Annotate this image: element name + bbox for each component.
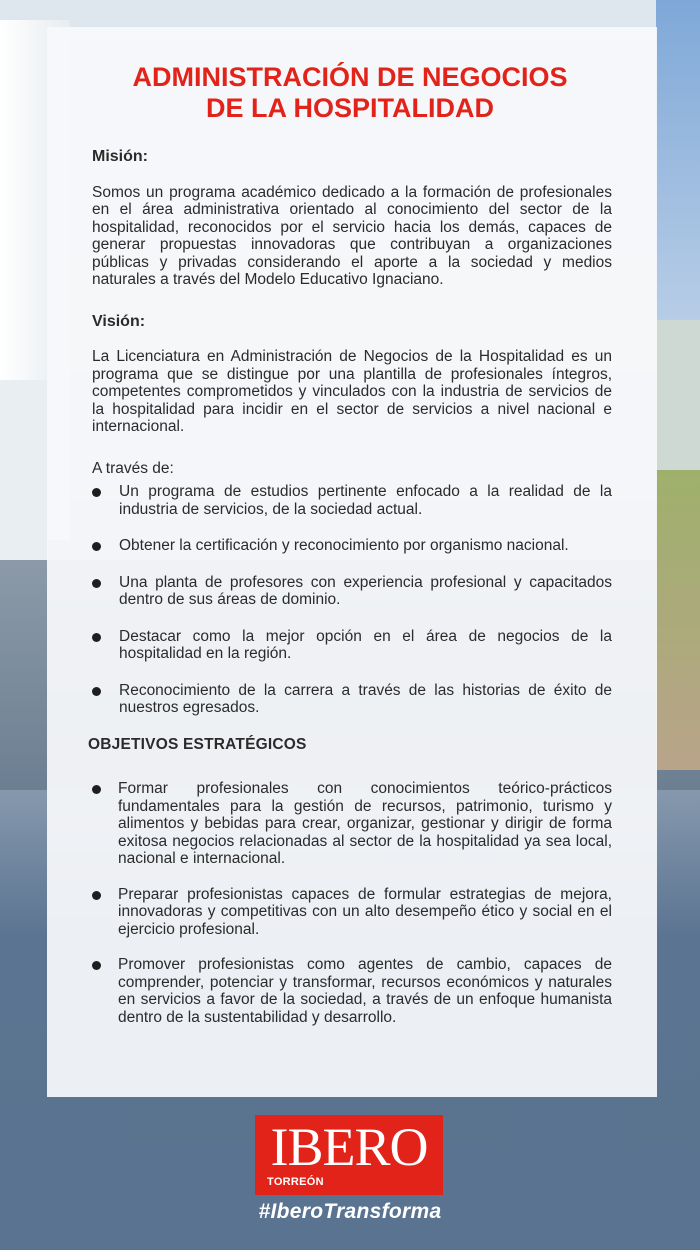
- list-item: [92, 682, 612, 717]
- objetivos-list: [92, 780, 612, 1026]
- main-content: [88, 148, 612, 1044]
- list-item: [92, 886, 612, 939]
- title-line-2: DE LA HOSPITALIDAD: [206, 93, 494, 123]
- list-item: [92, 780, 612, 868]
- list-item: [92, 537, 612, 555]
- list-item-text: Un programa de estudios pertinente enfocado a la realidad de la industria de servicios, de la sociedad actual.: [119, 483, 612, 518]
- background-building-right: [656, 320, 700, 470]
- list-item: [92, 956, 612, 1026]
- bullet-icon: [92, 579, 101, 588]
- logo-wordmark: IBERO: [270, 1117, 428, 1177]
- list-item-text: Obtener la certificación y reconocimiento por organismo nacional.: [119, 537, 569, 554]
- mision-text: Somos un programa académico dedicado a la formación de profesionales en el área administrativa orientado al conocimiento del sector de la hospitalidad, reconocidos por el servicio hacia los demás, capaces de generar propuestas innovadoras que contribuyan a organizaciones públicas y privadas considerando el aporte a la sociedad y medios naturales a través del Modelo Educativo Ignaciano.: [92, 183, 612, 288]
- list-item-text: Preparar profesionistas capaces de formular estrategias de mejora, innovadoras y competitivas con un alto desempeño ético y social en el ejercicio profesional.: [118, 885, 612, 938]
- title-line-1: ADMINISTRACIÓN DE NEGOCIOS: [132, 62, 568, 92]
- bullet-icon: [92, 633, 101, 642]
- background-building-left-lower: [0, 380, 48, 590]
- page-title: [0, 62, 700, 124]
- list-item: [92, 483, 612, 518]
- vision-lead: A través de:: [92, 459, 174, 477]
- vision-text: La Licenciatura en Administración de Negocios de la Hospitalidad es un programa que se distingue por una plantilla de profesionales íntegros, competentes comprometidos y vinculados con la industria de servicios de la hospitalidad para incidir en el sector de servicios a nivel nacional e internacional.: [92, 348, 612, 435]
- logo-campus: TORREÓN: [267, 1176, 324, 1188]
- vision-heading: Visión:: [92, 312, 146, 330]
- background-garden: [656, 470, 700, 770]
- list-item-text: Reconocimiento de la carrera a través de las historias de éxito de nuestros egresados.: [119, 681, 612, 716]
- ibero-logo: [255, 1115, 443, 1195]
- list-item: [92, 628, 612, 663]
- bullet-icon: [92, 785, 101, 794]
- mision-heading: Misión:: [92, 148, 148, 165]
- objetivos-heading: OBJETIVOS ESTRATÉGICOS: [88, 735, 307, 753]
- list-item-text: Promover profesionistas como agentes de cambio, capaces de comprender, potenciar y transformar, recursos económicos y naturales en servicios a favor de la sociedad, a través de un enfoque humanista dentro de la sustentabilidad y desarrollo.: [118, 956, 612, 1026]
- list-item-text: Formar profesionales con conocimientos teórico-prácticos fundamentales para la gestión de recursos, patrimonio, turismo y alimentos y bebidas para crear, organizar, gestionar y dirigir de forma exitosa negocios relacionadas al sector de la hospitalidad ya sea local, nacional e internacional.: [118, 780, 612, 867]
- hashtag: #IberoTransforma: [258, 1200, 442, 1223]
- bullet-icon: [92, 687, 101, 696]
- bullet-icon: [92, 891, 101, 900]
- bullet-icon: [92, 488, 101, 497]
- list-item-text: Una planta de profesores con experiencia profesional y capacitados dentro de sus áreas de dominio.: [119, 573, 612, 608]
- background-sky: [656, 0, 700, 320]
- vision-list: [92, 483, 612, 717]
- bullet-icon: [92, 542, 101, 551]
- list-item: [92, 574, 612, 609]
- bullet-icon: [92, 961, 101, 970]
- list-item-text: Destacar como la mejor opción en el área de negocios de la hospitalidad en la región.: [119, 627, 612, 662]
